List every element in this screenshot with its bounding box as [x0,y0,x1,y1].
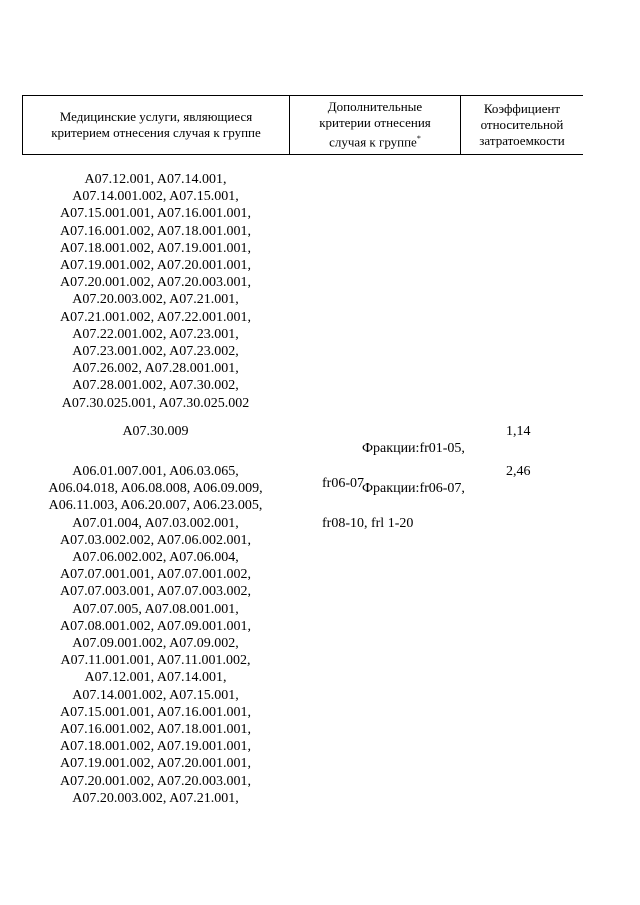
row-services: A06.01.007.001, A06.03.065, A06.04.018, A06.08.008, A06.09.009, A06.11.003, A06.20.007, A06.23.005, A07.01.004, A07.03.002.001, A07.03.002.002, A07.06.002.001, A07.06.002.002, A07.06.004, A07.07.001.001, A07.07.001.002, A07.07.003.001, A07.07.003.002, A07.07.005, A07.08.001.001, A07.08.001.002, A07.09.001.001, A07.09.001.002, A07.09.002, A07.11.001.001, A07.11.001.002, A07.12.001, A07.14.001, A07.14.001.002, A07.15.001, A07.15.001.001, A07.16.001.001, A07.16.001.002, A07.18.001.001, A07.18.001.002, A07.19.001.001, A07.19.001.002, A07.20.001.001, A07.20.001.002, A07.20.003.001, A07.20.003.002, A07.21.001, [48,464,263,806]
header-coefficient [460,96,583,154]
row-coefficient: 2,46 [506,464,531,479]
row-services: A07.30.009 [122,424,189,439]
row-criteria-line: fr08-10, frl 1-20 [322,515,414,531]
row-criteria [322,463,482,549]
row-services: A07.12.001, A07.14.001, A07.14.001.002, A07.15.001, A07.15.001.001, A07.16.001.001, A07.16.001.002, A07.18.001.001, A07.18.001.002, A07.19.001.001, A07.19.001.002, A07.20.001.001, A07.20.001.002, A07.20.003.001, A07.20.003.002, A07.21.001, A07.21.001.002, A07.22.001.001, A07.22.001.002, A07.23.001, A07.23.001.002, A07.23.002, A07.26.002, A07.28.001.001, A07.28.001.002, A07.30.002, A07.30.025.001, A07.30.025.002 [60,172,251,411]
header-criteria [289,96,460,154]
row-criteria-line: Фракции:fr01-05, [362,441,465,457]
header-coefficient-text: Коэффициент относительной затратоемкости [479,101,565,148]
row-criteria-line: fr06-07 [322,475,364,491]
row-criteria-line: Фракции:fr06-07, [362,481,465,497]
header-services-text: Медицинские услуги, являющиеся критерием отнесения случая к группе [51,109,261,140]
row-coefficient: 1,14 [506,424,531,439]
header-services [22,96,289,154]
header-criteria-label: Дополнительные критерии отнесения случая к группе [319,99,431,150]
header-criteria-text [319,99,431,150]
table-header [22,95,583,155]
header-criteria-footnote-mark: * [416,134,421,144]
